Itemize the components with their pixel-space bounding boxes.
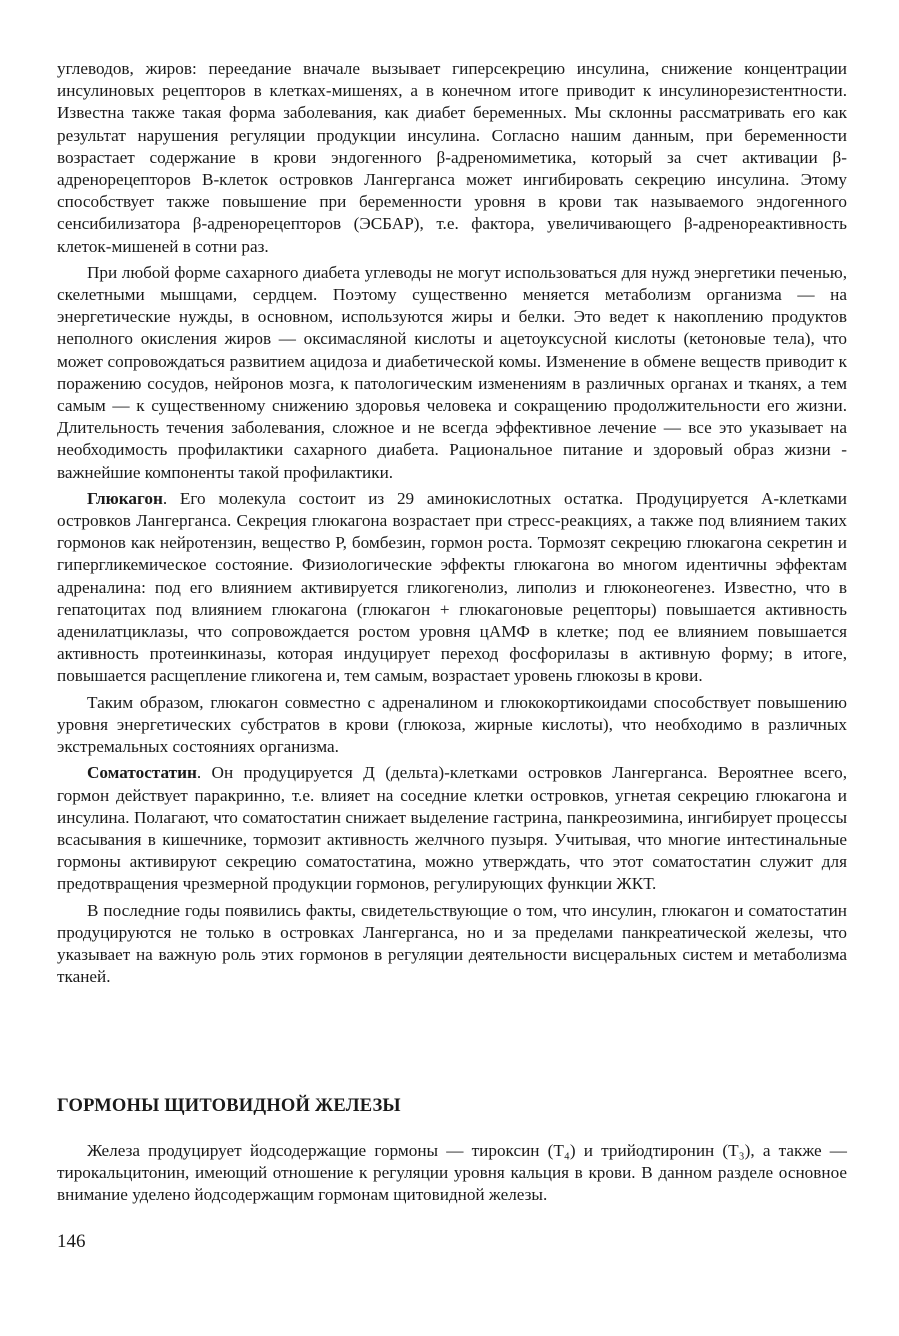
paragraph-recent-facts: В последние годы появились факты, свидетельствующие о том, что инсулин, глюкагон и соматостатин продуцируются не только в островках Лангерганса, но и за пределами панкреатической железы, что указывает на важную роль этих гормонов в регуляции деятельности висцеральных систем и метаболизма тканей. bbox=[57, 900, 847, 987]
paragraph-thyroid-intro: Железа продуцирует йодсодержащие гормоны — тироксин (Т₄) и трийодтиронин (Т₃), а также — тирокальцитонин, имеющий отношение к регуляции уровня кальция в крови. В данном разделе основное внимание уделено йодсодержащим гормонам щитовидной железы. bbox=[57, 1141, 847, 1205]
paragraph-glucagon bbox=[57, 488, 847, 688]
page-number: 146 bbox=[57, 1231, 86, 1252]
page-body bbox=[57, 58, 847, 1205]
paragraph-diabetes-complications: При любой форме сахарного диабета углеводы не могут использоваться для нужд энергетики печенью, скелетными мышцами, сердцем. Поэтому существенно меняется метаболизм организма — на энергетические нужды, в основном, используются жиры и белки. Это ведет к накоплению продуктов неполного окисления жиров — оксимасляной кислоты и ацетоуксусной кислоты (кетоновые тела), что может сопровождаться развитием ацидоза и диабетической комы. Изменение в обмене веществ приводит к поражению сосудов, нейронов мозга, к патологическим изменениям в различных органах и тканях, а тем самым — к существенному снижению здоровья человека и сокращению продолжительности его жизни. Длительность течения заболевания, сложное и не всегда эффективное лечение — все это указывает на необходимость профилактики сахарного диабета. Рациональное питание и здоровый образ жизни - важнейшие компоненты такой профилактики. bbox=[57, 262, 847, 482]
section-body bbox=[57, 1140, 847, 1207]
section-heading: ГОРМОНЫ ЩИТОВИДНОЙ ЖЕЛЕЗЫ bbox=[57, 1096, 401, 1116]
term-somatostatin: Соматостатин bbox=[87, 763, 197, 783]
term-glucagon: Глюкагон bbox=[87, 488, 163, 508]
paragraph-somatostatin bbox=[57, 762, 847, 895]
paragraph-glucagon-text: . Его молекула состоит из 29 аминокислотных остатка. Продуцируется А-клетками островков Лангерганса. Секреция глюкагона возрастает при стресс-реакциях, а также под влиянием таких гормонов как нейротензин, вещество Р, бомбезин, гормон роста. Тормозят секрецию глюкагона секретин и гипергликемическое состояние. Физиологические эффекты глюкагона во многом идентичны эффектам адреналина: под его влиянием активируется гликогенолиз, липолиз и глюконеогенез. Известно, что в гепатоцитах под влиянием глюкагона (глюкагон + глюкагоновые рецепторы) повышается активность аденилатциклазы, что сопровождается ростом уровня цАМФ в клетке; под ее влиянием повышается активность протеинкиназы, которая индуцирует переход фосфорилазы в активную форму; в итоге, повышается расщепление гликогена и, тем самым, возрастает уровень глюкозы в крови. bbox=[57, 488, 847, 686]
paragraph-glucagon-summary: Таким образом, глюкагон совместно с адреналином и глюкокортикоидами способствует повышению уровня энергетических субстратов в крови (глюкоза, жирные кислоты), что необходимо в различных экстремальных состояниях организма. bbox=[57, 692, 847, 757]
paragraph-diabetes-pregnancy: углеводов, жиров: переедание вначале вызывает гиперсекрецию инсулина, снижение концентрации инсулиновых рецепторов в клетках-мишенях, а в конечном итоге приводит к инсулинорезистентности. Известна также такая форма заболевания, как диабет беременных. Мы склонны рассматривать его как результат нарушения регуляции продукции инсулина. Согласно нашим данным, при беременности возрастает содержание в крови эндогенного β-адреномиметика, который за счет активации β-адренорецепторов В-клеток островков Лангерганса может ингибировать секрецию инсулина. Этому способствует также повышение при беременности уровня в крови так называемого эндогенного сенсибилизатора β-адренорецепторов (ЭСБАР), т.е. фактора, увеличивающего β-адренореактивность клеток-мишеней в сотни раз. bbox=[57, 59, 847, 256]
paragraph-somatostatin-text: . Он продуцируется Д (дельта)-клетками островков Лангерганса. Вероятнее всего, гормон действует паракринно, т.е. влияет на соседние клетки островков, угнетая секрецию глюкагона и инсулина. Полагают, что соматостатин снижает выделение гастрина, панкреозимина, ингибирует процессы всасывания в кишечнике, тормозит активность желчного пузыря. Учитывая, что многие интестинальные гормоны активируют секрецию соматостатина, можно утверждать, что этот соматостатин служит для предотвращения чрезмерной продукции гормонов, регулирующих функции ЖКТ. bbox=[57, 763, 847, 894]
